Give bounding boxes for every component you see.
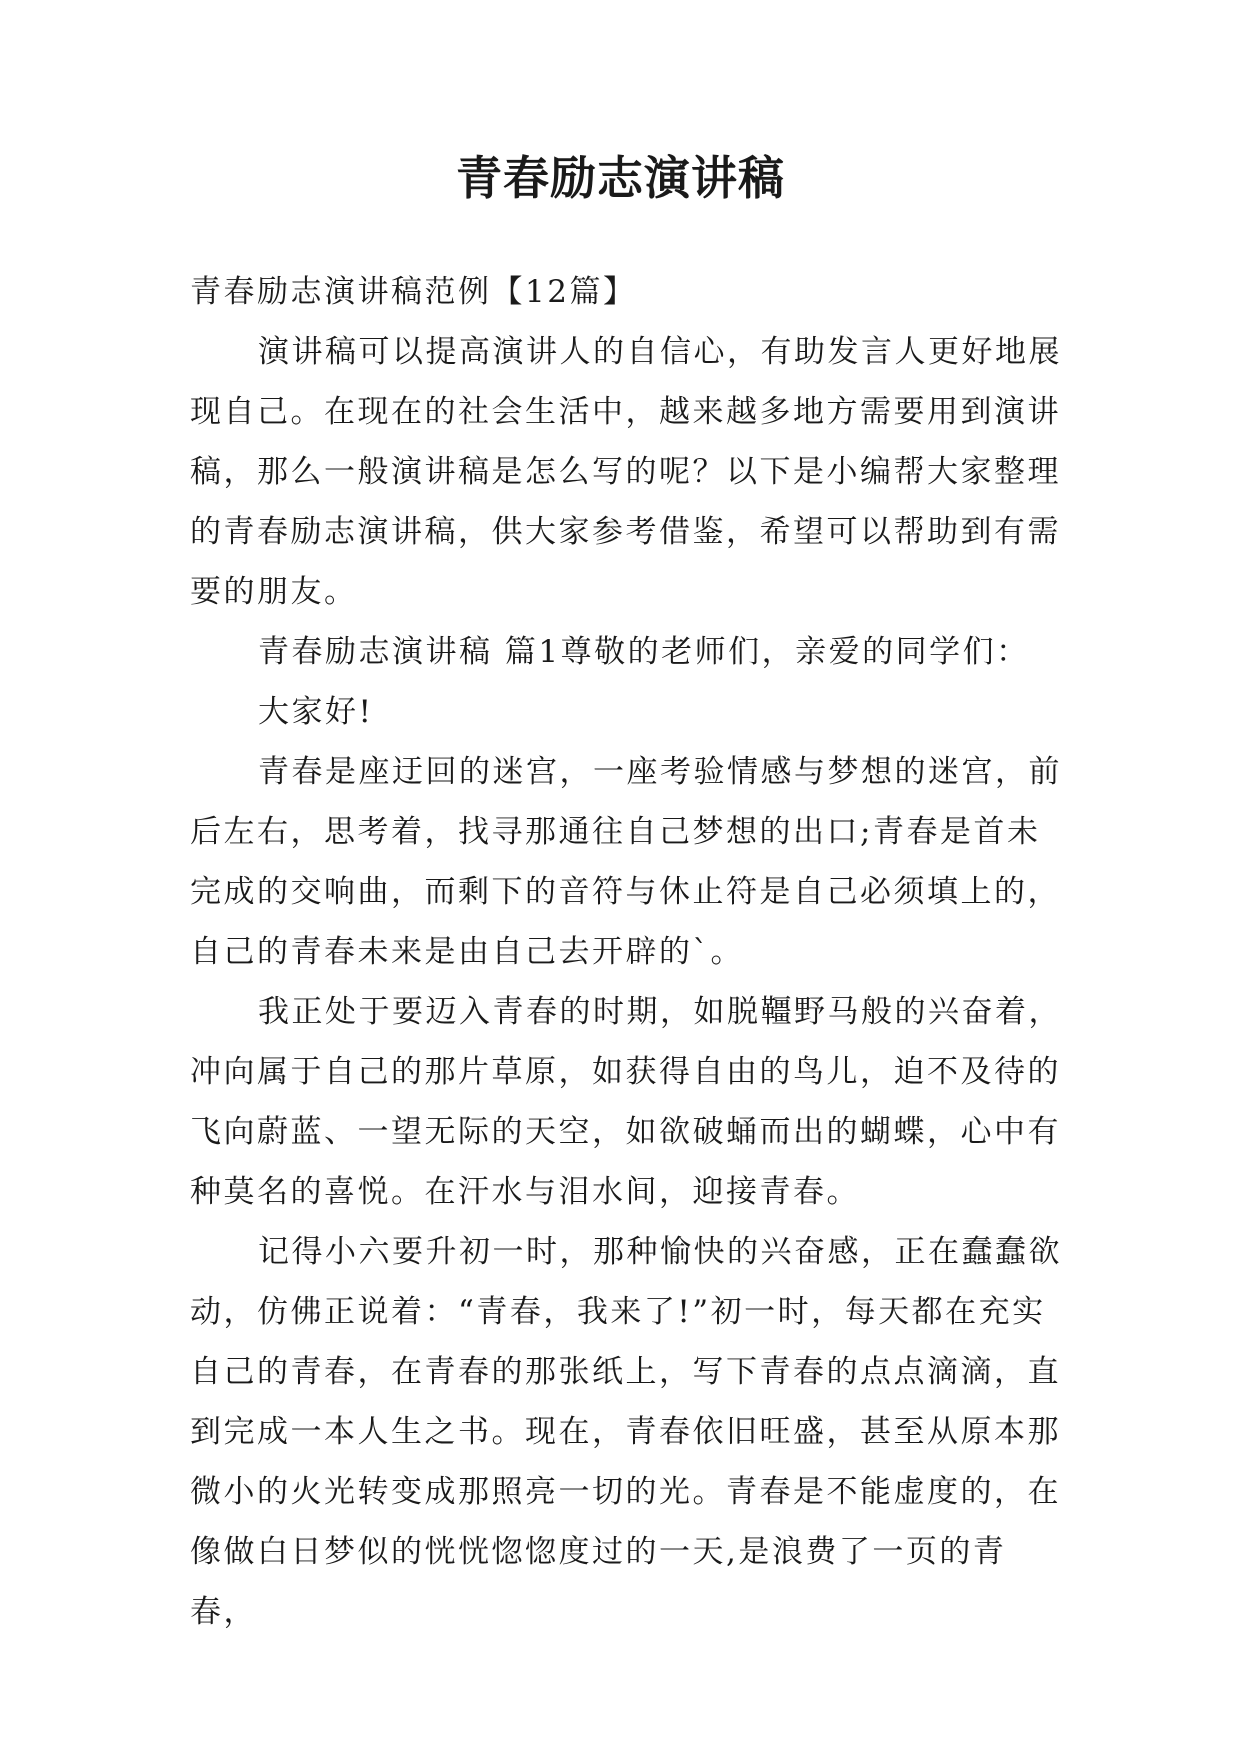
document-title: 青春励志演讲稿 bbox=[456, 151, 785, 205]
paragraph-salutation: 青春励志演讲稿 篇1尊敬的老师们，亲爱的同学们： bbox=[258, 634, 1030, 670]
document-subtitle: 青春励志演讲稿范例【12篇】 bbox=[190, 274, 637, 310]
paragraph-memory: 记得小六要升初一时，那种愉快的兴奋感，正在蠢蠢欲动，仿佛正说着：“青春，我来了!”初一时，每天都在充实自己的青春，在青春的那张纸上，写下青春的点点滴滴，直到完成一本人生之书。现在，青春依旧旺盛，甚至从原本那微小的火光转变成那照亮一切的光。青春是不能虚度的，在像做白日梦似的恍恍惚惚度过的一天,是浪费了一页的青春， bbox=[190, 1234, 1062, 1630]
document-body bbox=[190, 262, 1070, 1642]
paragraph-horse: 我正处于要迈入青春的时期，如脱韁野马般的兴奋着，冲向属于自己的那片草原，如获得自由的鸟儿，迫不及待的飞向蔚蓝、一望无际的天空，如欲破蛹而出的蝴蝶，心中有种莫名的喜悦。在汗水与泪水间，迎接青春。 bbox=[190, 994, 1062, 1210]
paragraph-greeting: 大家好! bbox=[258, 694, 374, 730]
paragraph-maze: 青春是座迂回的迷宫，一座考验情感与梦想的迷宫，前后左右，思考着，找寻那通往自己梦想的出口;青春是首未完成的交响曲，而剩下的音符与休止符是自己必须填上的，自己的青春未来是由自己去开辟的`。 bbox=[190, 754, 1062, 970]
paragraph-intro: 演讲稿可以提高演讲人的自信心，有助发言人更好地展现自己。在现在的社会生活中，越来越多地方需要用到演讲稿，那么一般演讲稿是怎么写的呢？以下是小编帮大家整理的青春励志演讲稿，供大家参考借鉴，希望可以帮助到有需要的朋友。 bbox=[190, 334, 1062, 610]
